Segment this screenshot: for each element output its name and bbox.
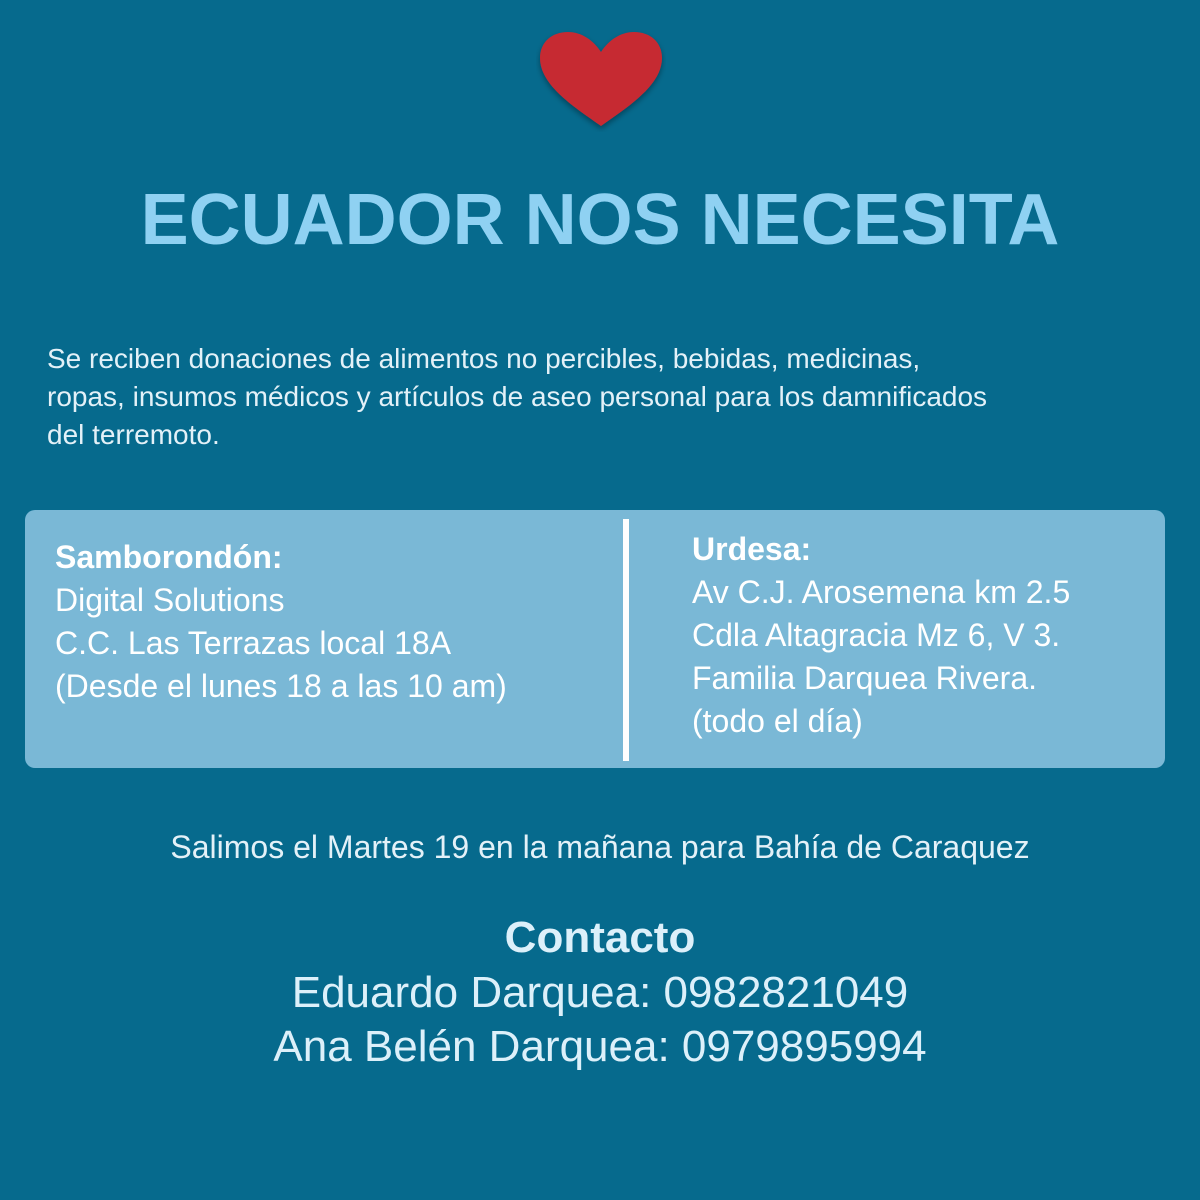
location-urdesa	[692, 528, 1070, 743]
location-heading: Samborondón:	[55, 539, 283, 575]
contact-line: Eduardo Darquea: 0982821049	[291, 968, 909, 1017]
heart-icon	[536, 28, 666, 132]
departure-notice: Salimos el Martes 19 en la mañana para Bahía de Caraquez	[170, 829, 1030, 865]
location-heading: Urdesa:	[692, 531, 812, 567]
intro-line: del terremoto.	[47, 419, 220, 450]
panel-divider	[623, 519, 629, 761]
intro-line: ropas, insumos médicos y artículos de aseo personal para los damnificados	[47, 381, 988, 412]
intro-line: Se reciben donaciones de alimentos no percibles, bebidas, medicinas,	[47, 343, 921, 374]
contact-section	[0, 910, 1200, 1074]
contact-title: Contacto	[504, 913, 696, 962]
location-line: (Desde el lunes 18 a las 10 am)	[55, 668, 507, 704]
location-line: Av C.J. Arosemena km 2.5	[692, 574, 1071, 610]
locations-panel	[25, 510, 1165, 768]
location-line: Familia Darquea Rivera.	[692, 660, 1038, 696]
intro-text	[47, 340, 1167, 454]
location-line: C.C. Las Terrazas local 18A	[55, 625, 452, 661]
location-line: (todo el día)	[692, 703, 863, 739]
location-line: Cdla Altagracia Mz 6, V 3.	[692, 617, 1061, 653]
location-samborondon	[55, 536, 507, 708]
location-line: Digital Solutions	[55, 582, 285, 618]
page-title: ECUADOR NOS NECESITA	[140, 180, 1060, 260]
contact-line: Ana Belén Darquea: 0979895994	[273, 1022, 927, 1071]
